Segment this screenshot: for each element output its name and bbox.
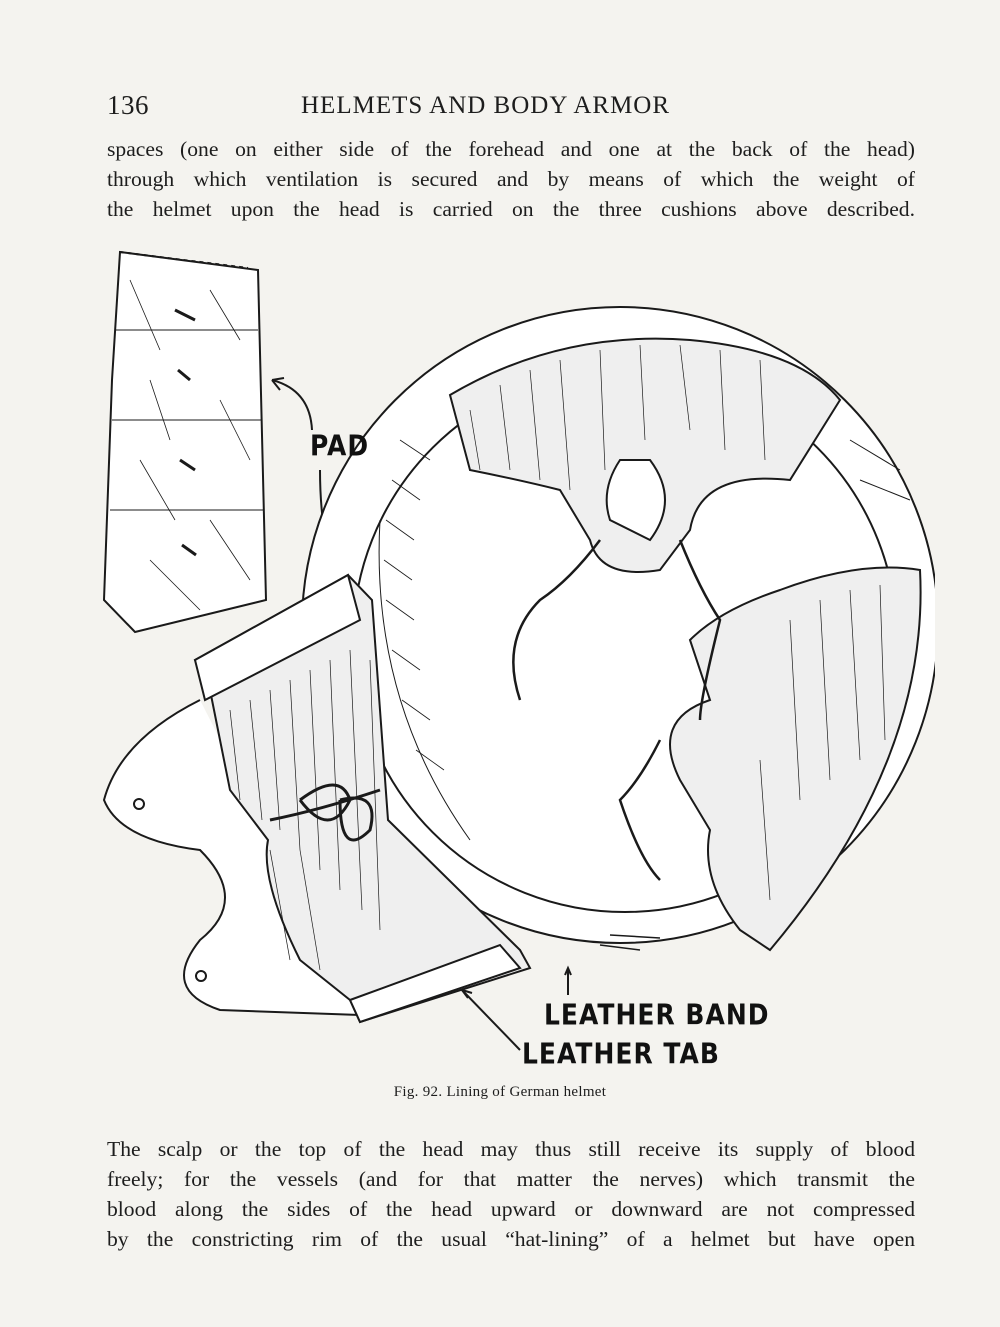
- paragraph-bottom: [107, 1134, 915, 1254]
- pad-drawing: [104, 252, 266, 632]
- text-line: the helmet upon the head is carried on the three cushions above described.: [107, 197, 915, 221]
- page-header: [107, 90, 922, 126]
- text-line: spaces (one on either side of the forehead and one at the back of the head): [107, 137, 915, 161]
- text-line: freely; for the vessels (and for that matter the nerves) which transmit the: [107, 1167, 915, 1191]
- pad-label: PAD: [310, 428, 370, 463]
- leather-band-label: LEATHER BAND: [544, 997, 770, 1032]
- page-number: 136: [107, 90, 149, 120]
- paragraph-top: [107, 134, 915, 224]
- running-head: HELMETS AND BODY ARMOR: [301, 92, 671, 119]
- tab-leader: [462, 990, 520, 1050]
- figure-caption: Fig. 92. Lining of German helmet: [393, 1084, 607, 1100]
- leather-tab-label: LEATHER TAB: [522, 1036, 720, 1071]
- text-line: by the constricting rim of the usual “hat-lining” of a helmet but have open: [107, 1227, 915, 1251]
- text-line: through which ventilation is secured and by means of which the weight of: [107, 167, 915, 191]
- text-line: blood along the sides of the head upward or downward are not compressed: [107, 1197, 915, 1221]
- text-line: The scalp or the top of the head may thus still receive its supply of blood: [107, 1137, 915, 1161]
- helmet-lining-illustration: [95, 240, 935, 1080]
